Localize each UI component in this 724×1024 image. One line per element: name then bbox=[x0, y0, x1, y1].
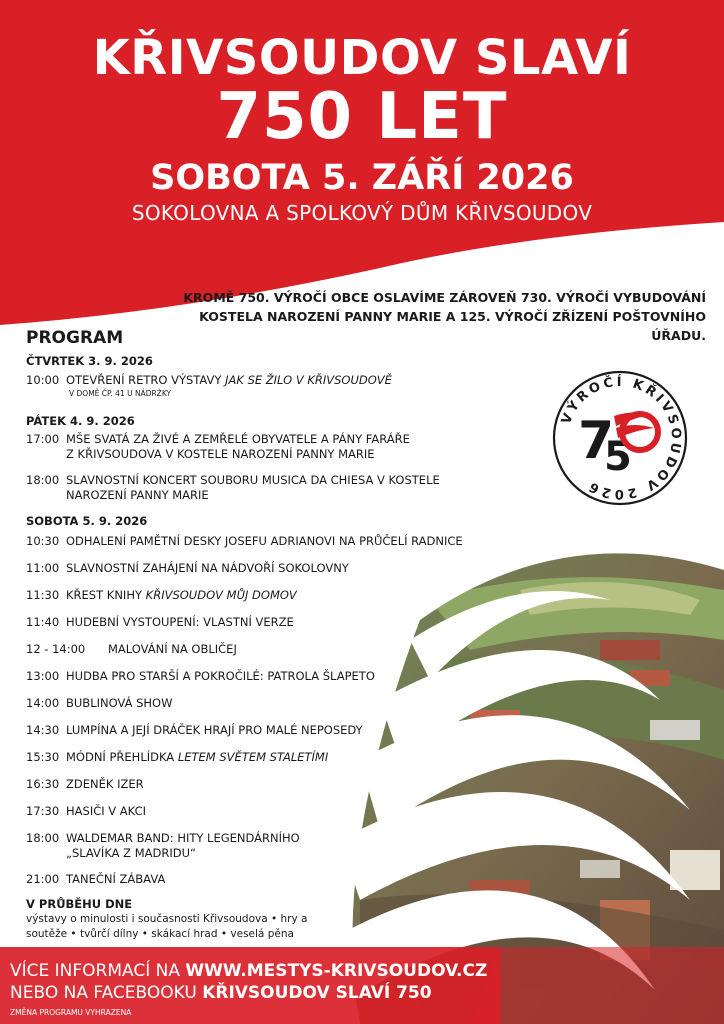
event-time: 21:00 bbox=[26, 872, 60, 886]
event-description bbox=[66, 831, 300, 861]
facebook-link[interactable]: KŘIVSOUDOV SLAVÍ 750 bbox=[202, 983, 432, 1003]
footer-web-line bbox=[10, 961, 487, 981]
logo-digit-seven: 7 bbox=[578, 411, 615, 471]
event-time: 17:30 bbox=[26, 804, 60, 818]
event-time: 10:30 bbox=[26, 534, 60, 548]
event-italic-title: KŘIVSOUDOV MŮJ DOMOV bbox=[145, 588, 297, 602]
intro-text bbox=[166, 288, 706, 345]
during-day-heading: V PRŮBĚHU DNE bbox=[26, 897, 133, 911]
event-text-line: WALDEMAR BAND: HITY LEGENDÁRNÍHO bbox=[66, 831, 300, 845]
during-day-text: výstavy o minulosti i současnosti Křivsoudova • hry a soutěže • tvůrčí dílny • skákací hrad • veselá pěna bbox=[26, 913, 308, 940]
event-description bbox=[66, 588, 297, 603]
event-text: MÓDNÍ PŘEHLÍDKA bbox=[66, 750, 178, 764]
footer-banner bbox=[0, 947, 724, 1024]
event-row bbox=[26, 669, 375, 684]
event-text: ODHALENÍ PAMĚTNÍ DESKY JOSEFU ADRIANOVI NA PRŮČELÍ RADNICE bbox=[66, 534, 463, 548]
event-row bbox=[26, 615, 294, 630]
event-row bbox=[26, 872, 165, 887]
event-text: OTEVŘENÍ RETRO VÝSTAVY bbox=[66, 373, 226, 387]
event-text: HUDEBNÍ VYSTOUPENÍ: VLASTNÍ VERZE bbox=[66, 615, 294, 629]
event-row bbox=[26, 373, 392, 388]
event-row bbox=[26, 696, 172, 711]
event-text-line: NAROZENÍ PANNY MARIE bbox=[66, 488, 209, 502]
event-time: 15:30 bbox=[26, 750, 60, 764]
event-italic-title: LETEM SVĚTEM STALETÍMI bbox=[177, 750, 329, 764]
event-description bbox=[66, 750, 328, 765]
intro-line-1: KROMĚ 750. VÝROČÍ OBCE OSLAVÍME ZÁROVEŇ 730. VÝROČÍ VYBUDOVÁNÍ bbox=[183, 290, 706, 305]
event-description bbox=[66, 561, 349, 576]
event-time: 17:00 bbox=[26, 432, 60, 446]
event-time: 18:00 bbox=[26, 831, 60, 845]
event-time: 18:00 bbox=[26, 473, 60, 487]
event-description bbox=[66, 696, 172, 711]
event-row bbox=[26, 777, 144, 792]
event-description bbox=[108, 642, 237, 657]
event-description bbox=[66, 723, 363, 738]
event-row bbox=[26, 804, 146, 819]
event-note: V DOMĚ ČP. 41 U NÁDRŽKY bbox=[69, 389, 172, 398]
event-time: 11:00 bbox=[26, 561, 60, 575]
event-row bbox=[26, 534, 463, 549]
event-text: HUDBA PRO STARŠÍ A POKROČILÉ: PATROLA ŠLAPETO bbox=[66, 669, 375, 683]
event-time: 14:00 bbox=[26, 696, 60, 710]
event-time: 13:00 bbox=[26, 669, 60, 683]
event-italic-title: JAK SE ŽILO V KŘIVSOUDOVĚ bbox=[225, 373, 392, 387]
footer-facebook-line bbox=[10, 983, 432, 1003]
footer-note: ZMĚNA PROGRAMU VYHRAZENA bbox=[10, 1008, 132, 1017]
event-text: MALOVÁNÍ NA OBLIČEJ bbox=[108, 642, 237, 656]
event-description bbox=[66, 804, 146, 819]
event-text: SLAVNOSTNÍ ZAHÁJENÍ NA NÁDVOŘÍ SOKOLOVNY bbox=[66, 561, 349, 575]
event-row bbox=[26, 432, 410, 462]
event-description bbox=[66, 473, 440, 503]
day-heading-thursday: ČTVRTEK 3. 9. 2026 bbox=[26, 354, 153, 368]
poster-title-years: 750 LET bbox=[216, 80, 508, 154]
event-text: HASIČI V AKCI bbox=[66, 804, 147, 818]
intro-line-2: KOSTELA NAROZENÍ PANNY MARIE A 125. VÝROČÍ ZŘÍZENÍ POŠTOVNÍHO ÚŘADU. bbox=[199, 309, 706, 343]
event-text: TANEČNÍ ZÁBAVA bbox=[66, 872, 166, 886]
event-row bbox=[26, 750, 328, 765]
event-time: 11:40 bbox=[26, 615, 60, 629]
event-description bbox=[66, 615, 294, 630]
event-text: BUBLINOVÁ SHOW bbox=[66, 696, 173, 710]
event-time: 10:00 bbox=[26, 373, 60, 387]
anniversary-logo bbox=[552, 370, 688, 506]
event-text: KŘEST KNIHY bbox=[66, 588, 146, 602]
program-title: PROGRAM bbox=[26, 328, 124, 348]
event-row bbox=[26, 561, 349, 576]
event-time: 11:30 bbox=[26, 588, 60, 602]
event-date: SOBOTA 5. ZÁŘÍ 2026 bbox=[150, 158, 574, 198]
poster-title: KŘIVSOUDOV SLAVÍ bbox=[92, 30, 632, 86]
event-description bbox=[66, 432, 410, 462]
event-text: ZDENĚK IZER bbox=[66, 777, 144, 791]
footer-text: VÍCE INFORMACÍ NA bbox=[10, 961, 186, 981]
event-text-line: MŠE SVATÁ ZA ŽIVÉ A ZEMŘELÉ OBYVATELE A PÁNY FARÁŘE bbox=[66, 432, 410, 446]
day-heading-saturday: SOBOTA 5. 9. 2026 bbox=[26, 514, 148, 528]
event-description bbox=[66, 777, 144, 792]
footer-text: NEBO NA FACEBOOKU bbox=[10, 983, 203, 1003]
event-row bbox=[26, 588, 297, 603]
day-heading-friday: PÁTEK 4. 9. 2026 bbox=[26, 414, 135, 428]
event-description bbox=[66, 534, 463, 549]
event-text-line: SLAVNOSTNÍ KONCERT SOUBORU MUSICA DA CHIESA V KOSTELE bbox=[66, 473, 440, 487]
event-time: 14:30 bbox=[26, 723, 60, 737]
event-description bbox=[66, 373, 392, 388]
event-row bbox=[26, 723, 363, 738]
event-row bbox=[26, 642, 237, 657]
event-description bbox=[66, 669, 375, 684]
event-row bbox=[26, 473, 440, 503]
event-row bbox=[26, 831, 300, 861]
event-text-line: Z KŘIVSOUDOVA V KOSTELE NAROZENÍ PANNY MARIE bbox=[66, 447, 375, 461]
website-link[interactable]: WWW.MESTYS-KRIVSOUDOV.CZ bbox=[185, 961, 488, 981]
logo-digit-five: 5 bbox=[604, 434, 632, 480]
logo-ring-text: VÝROČÍ KŘIVSOUDOV 2026 bbox=[559, 374, 684, 502]
event-time: 12 - 14:00 bbox=[26, 642, 86, 656]
event-text-line: „SLAVÍKA Z MADRIDU“ bbox=[66, 846, 196, 860]
event-time: 16:30 bbox=[26, 777, 60, 791]
event-text: LUMPÍNA A JEJÍ DRÁČEK HRAJÍ PRO MALÉ NEPOSEDY bbox=[66, 723, 363, 737]
event-description bbox=[66, 872, 165, 887]
event-venue: SOKOLOVNA A SPOLKOVÝ DŮM KŘIVSOUDOV bbox=[131, 201, 593, 225]
